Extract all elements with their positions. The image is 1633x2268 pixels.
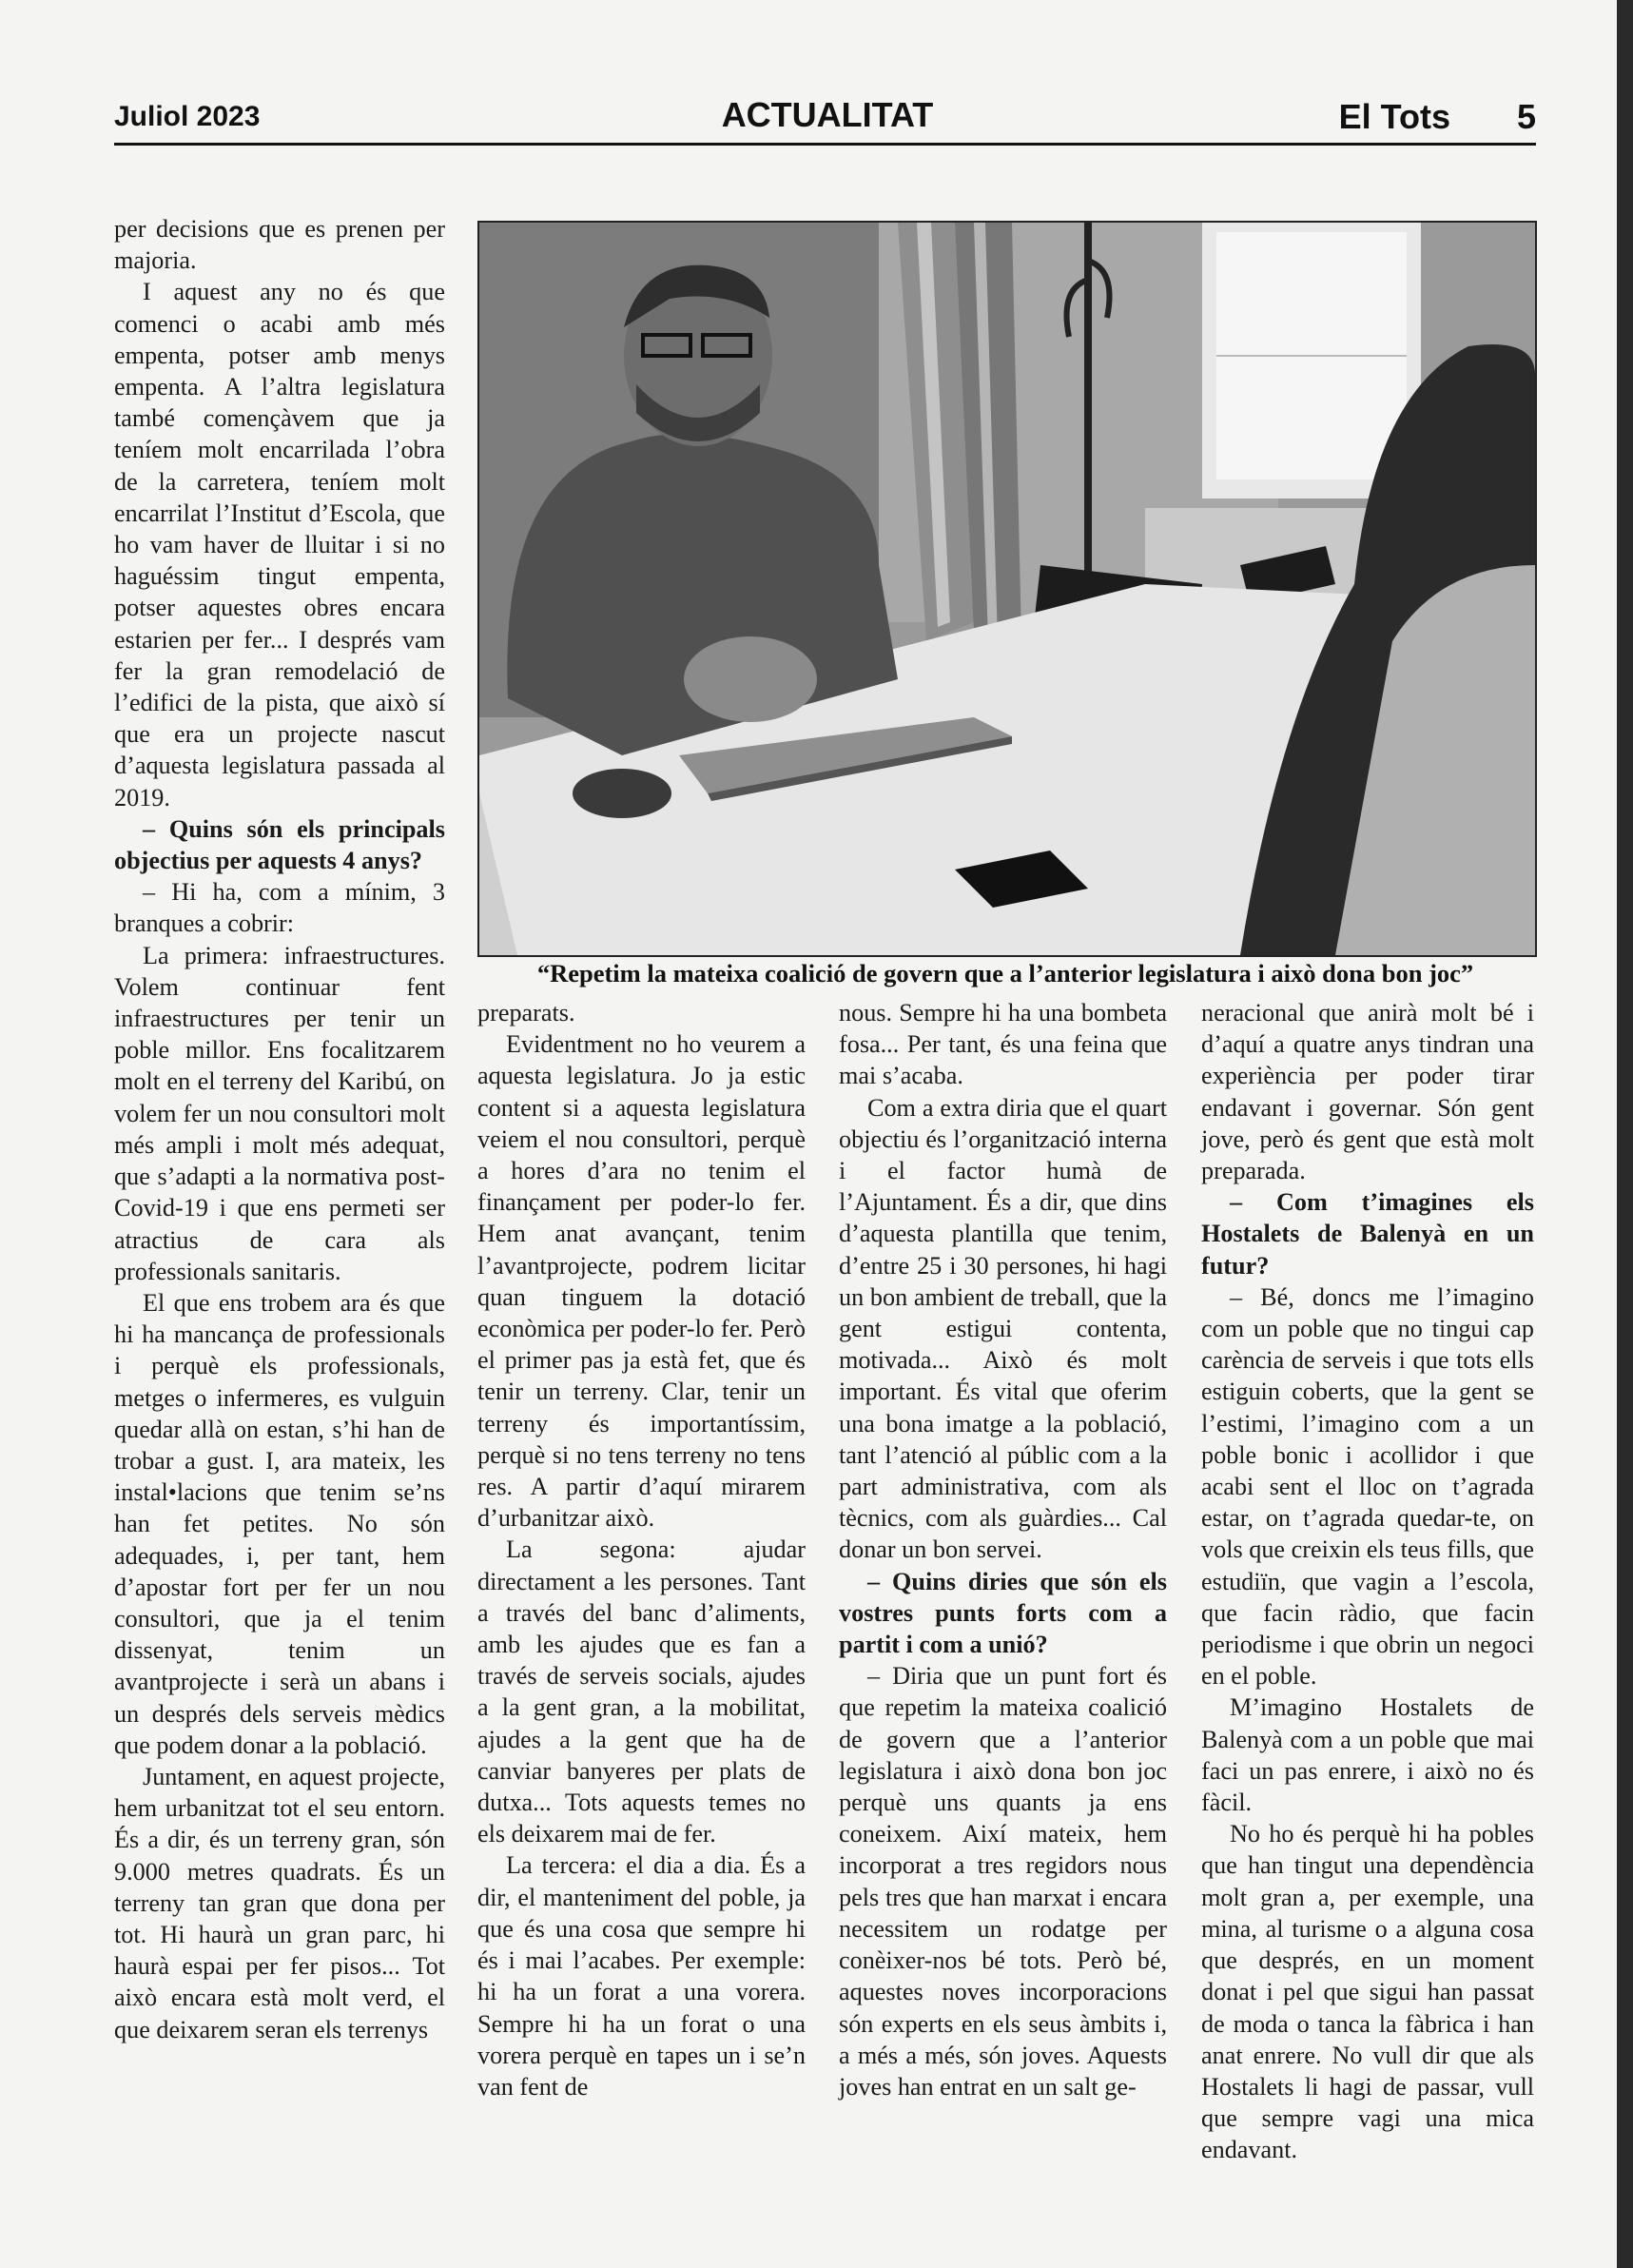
article-paragraph: I aquest any no és que comenci o acabi amb més empenta, potser amb menys empenta. A l’altra legislatura també començàvem que ja teníem molt encarrilada l’obra de la carretera, teníem molt encarrilat l’Institut d’Escola, que ho vam haver de lluitar i si no haguéssim tingut empenta, potser aquestes obres encara estarien per fer... I després vam fer la gran remodelació de l’edifici de la pista, que això sí que era un projecte nascut d’aquesta legislatura passada al 2019. (114, 278, 445, 811)
article-paragraph: La primera: infraestructures. Volem continuar fent infraestructures per tenir un poble millor. Ens focalitzarem molt en el terreny del Karibú, on volem fer un nou consultori molt més ampli i molt més adequat, que s’adapti a la normativa post-Covid-19 i que ens permeti ser atractius de cara als professionals sanitaris. (114, 941, 445, 1285)
article-paragraph: – Diria que un punt fort és que repetim la mateixa coalició de govern que a l’anterior legislatura i això dona bon joc perquè uns quants ja ens coneixem. Així mateix, hem incorporat a tres regidors nous pels tres que han marxat i encara necessitem un rodatge per conèixer-nos bé tots. Però bé, aquestes noves incorporacions són experts en els seus àmbits i, a més a més, són joves. Aquests joves han entrat en un salt ge- (839, 1662, 1167, 2101)
interview-question: – Quins són els principals objectius per aquests 4 anys? (114, 814, 445, 875)
article-paragraph: – Hi ha, com a mínim, 3 branques a cobrir: (114, 878, 445, 938)
article-column-3 (839, 997, 1167, 2102)
article-column-1 (114, 213, 445, 2045)
interview-photo (477, 221, 1537, 957)
article-paragraph: El que ens trobem ara és que hi ha mancança de professionals i perquè els professionals, metges o infermeres, es vulguin quedar allà on estan, s’hi han de trobar a gust. I, ara mateix, les instal•lacions que tenim se’ns han fet petites. No són adequades, i, per tant, hem d’apostar fort per fer un nou consultori, que ja el tenim dissenyat, tenim un avantprojecte i serà un abans i un després dels serveis mèdics que podem donar a la població. (114, 1288, 445, 1759)
interview-question: – Quins diries que són els vostres punts forts com a partit i com a unió? (839, 1567, 1167, 1659)
article-column-2 (477, 997, 806, 2102)
interview-question: – Com t’imagines els Hostalets de Balenyà en un futur? (1201, 1188, 1534, 1280)
article-paragraph: No ho és perquè hi ha pobles que han tingut una dependència molt gran a, per exemple, una mina, al turisme o a alguna cosa que després, en un moment donat i pel que sigui han passat de moda o tanca la fàbrica i han anat enrere. No vull dir que als Hostalets li hagi de passar, vull que sempre vagi una mica endavant. (1201, 1820, 1534, 2164)
article-paragraph: Juntament, en aquest projecte, hem urbanitzat tot el seu entorn. És a dir, és un terreny gran, són 9.000 metres quadrats. És un terreny tan gran que dona per tot. Hi haurà un gran parc, hi haurà espai per fer pisos... Tot això encara està molt verd, el que deixarem seran els terrenys (114, 1762, 445, 2043)
publication-name: El Tots (1338, 97, 1450, 136)
issue-date: Juliol 2023 (114, 101, 261, 132)
section-title: ACTUALITAT (721, 95, 934, 134)
article-paragraph: neracional que anirà molt bé i d’aquí a quatre anys tindran una experiència per poder tirar endavant i governar. Són gent jove, però és gent que està molt preparada. (1201, 999, 1534, 1185)
article-paragraph: Com a extra diria que el quart objectiu és l’organització interna i el factor humà de l’Ajuntament. És a dir, que dins d’aquesta plantilla que tenim, d’entre 25 i 30 persones, hi hagi un bon ambient de treball, que la gent estigui contenta, motivada... Això és molt important. És vital que oferim una bona imatge a la població, tant l’atenció al públic com a la part administrativa, com als tècnics, com als guàrdies... Cal donar un bon servei. (839, 1093, 1167, 1564)
article-paragraph: nous. Sempre hi ha una bombeta fosa... Per tant, és una feina que mai s’acaba. (839, 999, 1167, 1090)
article-paragraph: preparats. (477, 999, 575, 1026)
page-header (114, 95, 1536, 146)
page-edge (1617, 0, 1633, 2268)
article-paragraph: per decisions que es prenen per majoria. (114, 215, 445, 275)
photo-caption: “Repetim la mateixa coalició de govern que a l’anterior legislatura i això dona bon joc” (536, 959, 1474, 987)
article-column-4 (1201, 997, 1534, 2166)
article-paragraph: – Bé, doncs me l’imagino com un poble que no tingui cap carència de serveis i que tots ells estiguin coberts, que la gent se l’estimi, l’imagino com a un poble bonic i acollidor i que acabi sent el lloc on t’agrada estar, on t’agrada quedar-te, on vols que creixin els teus fills, que estudiïn, que vagin a l’escola, que facin ràdio, que facin periodisme i que obrin un negoci en el poble. (1201, 1282, 1534, 1691)
article-paragraph: La segona: ajudar directament a les persones. Tant a través del banc d’aliments, amb les ajudes que es fan a través de serveis socials, ajudes a la gent gran, a la mobilitat, ajudes a la gent que ha de canviar banyeres per plats de dutxa... Tots aquests temes no els deixarem mai de fer. (477, 1535, 806, 1848)
article-paragraph: Evidentment no ho veurem a aquesta legislatura. Jo ja estic content si a aquesta legislatura veiem el nou consultori, perquè a hores d’ara no tenim el finançament per poder-lo fer. Hem anat avançant, tenim l’avantprojecte, podrem licitar quan tinguem la dotació econòmica per poder-lo fer. Però el primer pas ja està fet, que és tenir un terreny. Clar, tenir un terreny és importantíssim, perquè si no tens terreny no tens res. A partir d’aquí mirarem d’urbanitzar això. (477, 1030, 806, 1533)
article-paragraph: M’imagino Hostalets de Balenyà com a un poble que mai faci un pas enrere, i això no és fàcil. (1201, 1693, 1534, 1817)
page-number: 5 (1516, 97, 1536, 136)
article-paragraph: La tercera: el dia a dia. És a dir, el manteniment del poble, ja que és una cosa que sempre hi és i mai l’acabes. Per exemple: hi ha un forat a una vorera. Sempre hi ha un forat o una vorera perquè en tapes un i se’n van fent de (477, 1851, 806, 2101)
